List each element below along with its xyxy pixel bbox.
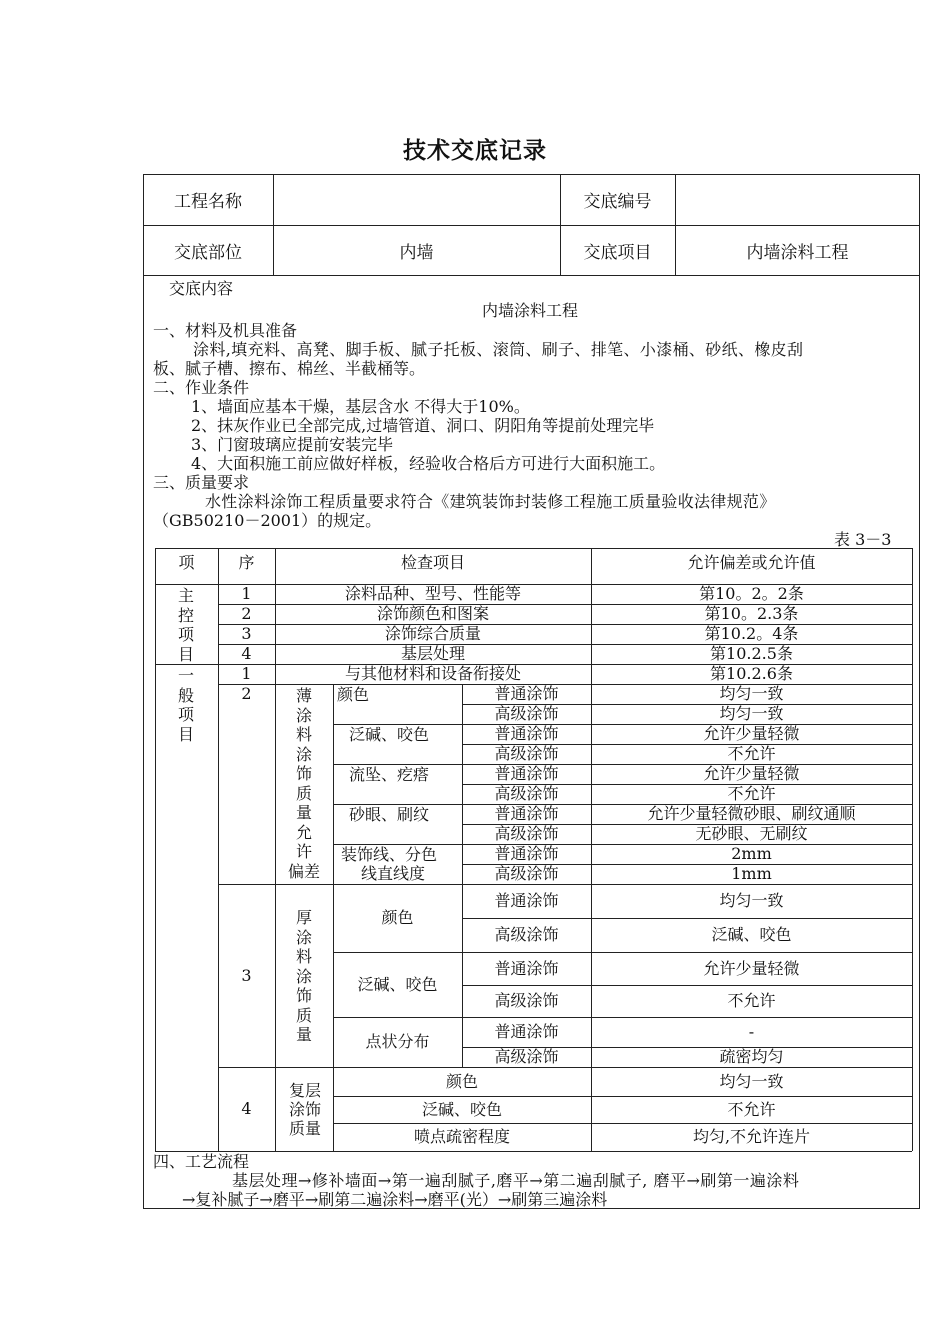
project-name-label: 工程名称 [174, 192, 242, 212]
allowed-value: 允许少量轻微 [703, 958, 800, 978]
content-subtitle: 内墙涂料工程 [481, 301, 578, 320]
section-3-title: 三、质量要求 [153, 473, 250, 492]
row-number: 3 [241, 965, 252, 985]
section-3-text: （GB50210－2001）的规定。 [153, 511, 382, 530]
disclosure-number-label: 交底编号 [583, 192, 652, 212]
allowed-value: 均匀一致 [719, 1071, 784, 1091]
allowed-value: 第10.2。4条 [704, 624, 799, 643]
table-header-cell: 允许偏差或允许值 [687, 553, 816, 572]
coating-grade: 高级涂饰 [494, 744, 559, 763]
row-number: 3 [241, 624, 252, 643]
table-line [155, 1151, 912, 1152]
content-label: 交底内容 [169, 279, 234, 298]
allowed-value: 均匀一致 [719, 891, 784, 910]
general-group-label: 一 般 项 目 [177, 666, 194, 744]
coating-grade: 高级涂饰 [494, 864, 559, 883]
check-item: 涂料品种、型号、性能等 [344, 584, 521, 603]
row-number: 2 [241, 684, 252, 703]
location-value: 内墙 [399, 242, 434, 263]
section-4-text: 基层处理→修补墙面→第一遍刮腻子,磨平→第二遍刮腻子, 磨平→刷第一遍涂料 [232, 1171, 800, 1190]
table-line [155, 548, 156, 1151]
allowed-value: 第10.2.6条 [710, 664, 793, 683]
check-item: 颜色 [445, 1071, 478, 1091]
coating-grade: 高级涂饰 [494, 784, 559, 803]
coating-grade: 高级涂饰 [494, 704, 559, 723]
section-4-text: →复补腻子→磨平→刷第二遍涂料→磨平(光）→刷第三遍涂料 [182, 1190, 608, 1209]
coating-grade: 高级涂饰 [494, 824, 559, 843]
row-number: 1 [241, 664, 252, 683]
coating-grade: 普通涂饰 [494, 724, 559, 743]
location-label: 交底部位 [174, 242, 242, 263]
table-header-cell: 检查项目 [400, 553, 465, 572]
check-item: 基层处理 [400, 644, 465, 663]
check-subitem: 泛碱、咬色 [357, 974, 438, 994]
allowed-value: 不允许 [727, 1099, 776, 1119]
row-number: 4 [241, 644, 252, 663]
table-caption: 表 3－3 [834, 530, 892, 549]
coating-grade: 普通涂饰 [494, 1022, 559, 1041]
coating-grade: 普通涂饰 [494, 804, 559, 823]
check-subitem: 流坠、疙瘩 [349, 765, 430, 784]
thick-coating-label: 厚 涂 料 涂 饰 质 量 [295, 908, 312, 1044]
allowed-value: 允许少量轻微砂眼、刷纹通顺 [647, 804, 856, 823]
coating-grade: 高级涂饰 [494, 925, 559, 944]
check-subitem: 颜色 [381, 908, 414, 927]
main-control-group-label: 主 控 项 目 [177, 586, 194, 664]
multi-layer-label: 复层涂饰质量 [288, 1081, 321, 1138]
row-number: 2 [241, 604, 252, 623]
allowed-value: 不允许 [727, 784, 776, 803]
thin-coating-label: 薄 涂 料 涂 饰 质 量 允 许 偏差 [287, 686, 320, 881]
check-subitem: 点状分布 [365, 1032, 430, 1051]
allowed-value: 第10。2.3条 [704, 604, 799, 623]
section-1-text: 板、腻子槽、擦布、棉丝、半截桶等。 [153, 359, 426, 378]
allowed-value: 无砂眼、无刷纹 [695, 824, 808, 843]
allowed-value: 不允许 [727, 744, 776, 763]
check-subitem: 泛碱、咬色 [349, 725, 430, 744]
coating-grade: 高级涂饰 [494, 991, 559, 1010]
table-header-cell: 项 [178, 553, 195, 572]
row-number: 4 [241, 1099, 252, 1118]
allowed-value: - [748, 1022, 755, 1041]
allowed-value: 第10.2.5条 [710, 644, 793, 663]
condition-item: 2、抹灰作业已全部完成,过墙管道、洞口、阴阳角等提前处理完毕 [191, 416, 655, 435]
section-2-title: 二、作业条件 [153, 378, 250, 397]
coating-grade: 普通涂饰 [494, 684, 559, 703]
allowed-value: 不允许 [727, 991, 776, 1010]
check-item: 与其他材料和设备衔接处 [344, 664, 521, 683]
allowed-value: 允许少量轻微 [703, 764, 800, 783]
row-number: 1 [241, 584, 252, 603]
allowed-value: 均匀一致 [719, 704, 784, 723]
allowed-value: 1mm [731, 864, 772, 883]
item-label: 交底项目 [583, 242, 652, 263]
allowed-value: 第10。2。2条 [699, 584, 804, 603]
document-title: 技术交底记录 [403, 137, 547, 164]
check-item: 喷点疏密程度 [413, 1127, 510, 1146]
table-line [912, 548, 913, 1151]
check-item: 泛碱、咬色 [421, 1099, 502, 1119]
section-4-title: 四、工艺流程 [153, 1152, 250, 1171]
check-subitem: 颜色 [337, 685, 370, 704]
section-1-title: 一、材料及机具准备 [153, 321, 298, 340]
section-1-text: 涂料,填充料、高凳、脚手板、腻子托板、滚筒、刷子、排笔、小漆桶、砂纸、橡皮刮 [193, 340, 804, 359]
allowed-value: 疏密均匀 [719, 1047, 784, 1066]
check-item: 涂饰综合质量 [384, 624, 481, 643]
table-line [275, 684, 276, 1151]
header-divider [143, 275, 920, 276]
condition-item: 3、门窗玻璃应提前安装完毕 [191, 435, 394, 454]
item-value: 内墙涂料工程 [746, 242, 849, 263]
coating-grade: 普通涂饰 [494, 958, 559, 978]
coating-grade: 高级涂饰 [494, 1047, 559, 1066]
allowed-value: 2mm [731, 844, 772, 863]
allowed-value: 均匀,不允许连片 [692, 1127, 811, 1146]
condition-item: 4、大面积施工前应做好样板，经验收合格后方可进行大面积施工。 [191, 454, 666, 473]
check-subitem: 线直线度 [361, 864, 426, 883]
coating-grade: 普通涂饰 [494, 891, 559, 910]
section-3-text: 水性涂料涂饰工程质量要求符合《建筑装饰封装修工程施工质量验收法律规范》 [205, 492, 776, 511]
check-subitem: 砂眼、刷纹 [349, 805, 430, 824]
allowed-value: 均匀一致 [719, 684, 784, 703]
allowed-value: 泛碱、咬色 [711, 925, 792, 944]
condition-item: 1、墙面应基本干燥，基层含水 不得大于10%。 [191, 397, 530, 416]
coating-grade: 普通涂饰 [494, 844, 559, 863]
check-item: 涂饰颜色和图案 [376, 604, 489, 623]
project-name-value [273, 174, 560, 225]
coating-grade: 普通涂饰 [494, 764, 559, 783]
disclosure-number-value [675, 174, 920, 225]
check-subitem: 装饰线、分色 [341, 845, 438, 864]
allowed-value: 允许少量轻微 [703, 724, 800, 743]
table-header-cell: 序 [238, 553, 255, 572]
